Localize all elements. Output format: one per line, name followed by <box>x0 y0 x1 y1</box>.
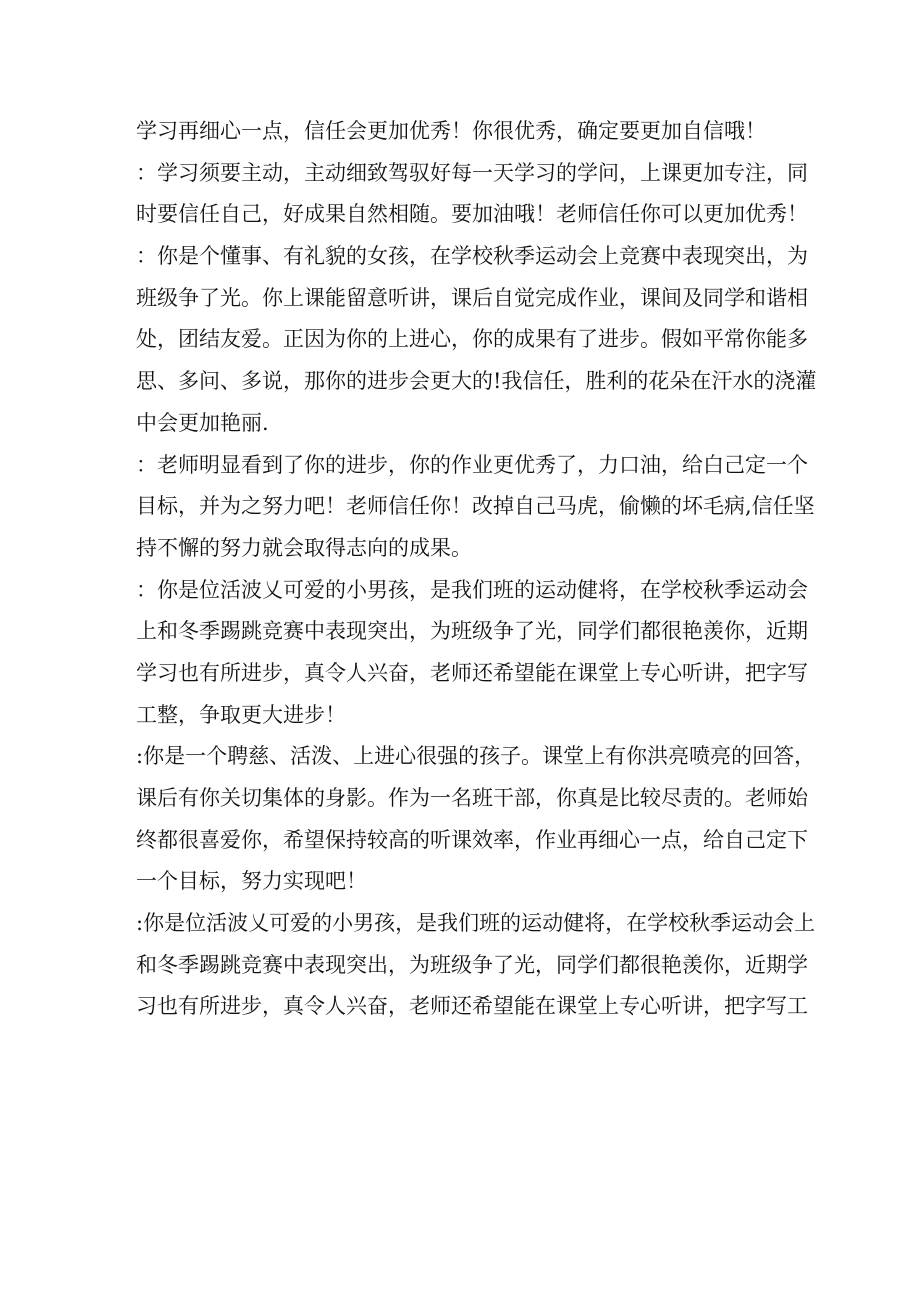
text-line: ：你是位活波乂可爱的小男孩，是我们班的运动健将，在学校秋季运动会 <box>136 577 808 602</box>
text-line: 班级争了光。你上课能留意听讲，课后自觉完成作业，课间及同学和谐相 <box>136 285 808 310</box>
body-text <box>136 111 817 1028</box>
text-line: 和冬季踢跳竞赛中表现突出，为班级争了光，同学们都很艳羡你，近期学 <box>136 952 808 977</box>
text-line: ：老师明显看到了你的进步，你的作业更优秀了，力口油，给白己定一个 <box>136 452 808 477</box>
text-line: 思、多问、多说，那你的进步会更大的!我信任，胜利的花朵在汗水的浇灌 <box>136 369 817 394</box>
text-line: 中会更加艳丽. <box>136 410 269 435</box>
text-line: :你是位活波乂可爱的小男孩，是我们班的运动健将，在学校秋季运动会上 <box>136 911 816 936</box>
text-line: ：你是个懂事、有礼貌的女孩，在学校秋季运动会上竞赛中表现突出，为 <box>136 244 808 269</box>
text-line: 一个目标，努力实现吧！ <box>136 869 367 894</box>
text-line: 习也有所进步，真令人兴奋，老师还希望能在课堂上专心听讲，把字写工 <box>136 994 808 1019</box>
text-line: :你是一个聘慈、活泼、上进心很强的孩子。课堂上有你洪亮喷亮的回答， <box>136 744 816 769</box>
text-line: ：学习须要主动，主动细致驾驭好每一天学习的学问，上课更加专注，同 <box>136 160 808 185</box>
text-line: 时要信任自己，好成果自然相随。要加油哦！老师信任你可以更加优秀！ <box>136 202 808 227</box>
text-line: 处，团结友爱。正因为你的上进心，你的成果有了进步。假如平常你能多 <box>136 327 808 352</box>
text-line: 工整，争取更大进步！ <box>136 702 346 727</box>
text-line: 上和冬季踢跳竞赛中表现突出，为班级争了光，同学们都很艳羡你，近期 <box>136 619 808 644</box>
text-line: 目标，并为之努力吧！老师信任你！改掉自己马虎，偷懒的坏毛病,信任坚 <box>136 494 815 519</box>
text-line: 持不懈的努力就会取得志向的成果。 <box>136 535 472 560</box>
text-line: 学习再细心一点，信任会更加优秀！你很优秀，确定要更加自信哦！ <box>136 119 766 143</box>
text-line: 课后有你关切集体的身影。作为一名班干部，你真是比较尽责的。老师始 <box>136 786 808 810</box>
text-line: 终都很喜爱你，希望保持较高的听课效率，作业再细心一点，给自己定下 <box>136 827 808 852</box>
text-line: 学习也有所进步，真令人兴奋，老师还希望能在课堂上专心听讲，把字写 <box>136 660 808 685</box>
